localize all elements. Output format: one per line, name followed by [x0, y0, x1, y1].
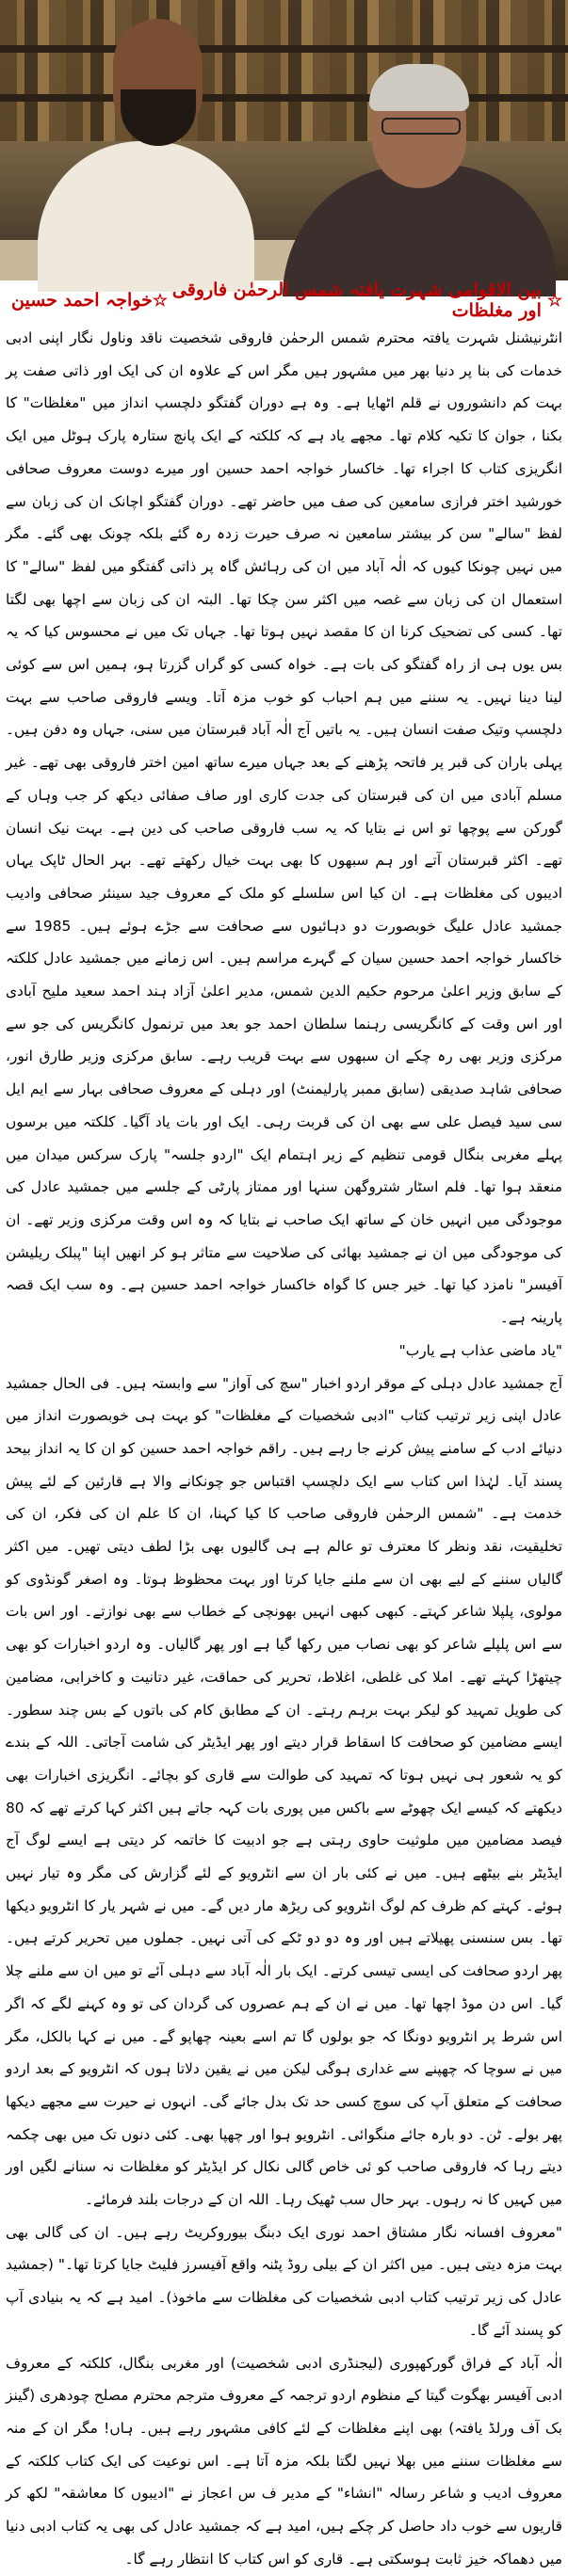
paragraph: "معروف افسانہ نگار مشتاق احمد نوری ایک دبنگ بیوروکریٹ رہے ہیں۔ ان کی گالی بھی بہت مزہ دیتی ہیں۔ میں اکثر ان کے بیلی روڈ پٹنہ واقع آفیسرز فلیٹ جایا کرتا تھا۔" (جمشید عادل کی زیر ترتیب کتاب ادبی شخصیات کی مغلظات سے ماخوذ)۔ امید ہے کہ یہ بنیادی آپ کو پسند آئے گا۔	[6, 2223, 562, 2339]
shelf-divider	[0, 45, 568, 53]
quote-line: "یاد ماضی عذاب ہے یارب"	[398, 1341, 562, 1359]
headline	[6, 280, 562, 321]
eyeglasses	[381, 118, 461, 135]
article-photo	[0, 0, 568, 280]
star-icon: ☆	[546, 290, 562, 311]
paragraph: الٰہ آباد کے فراق گورکھپوری (لیجنڈری ادبی شخصیت) اور مغربی بنگال، کلکتہ کے معروف ادبی آفیسر بھگوت گیتا کے منظوم اردو ترجمہ کے معروف مترجم محترم مصلح چودھری (گینز بک آف ورلڈ یافتہ) بھی اپنے مغلظات کے لئے کافی مشہور رہے ہیں۔ ہاں! مگر ان کے منہ سے مغلظات سننے میں بھلا نہیں لگتا بلکہ مزہ آتا ہے۔ اس نوعیت کی ایک کتاب کلکتہ کے معروف ادیب و شاعر رسالہ "انشاء" کے مدیر ف س اعجاز نے "ادیبوں کا معاشقہ" لکھ کر قاریوں سے خوب داد حاصل کر چکے ہیں، امید ہے کہ جمشید عادل کی بھی یہ کتاب ادبی دنیا میں دھماکہ خیز ثابت ہوسکتی ہے۔ قاری کو اس کتاب کا انتظار رہے گا۔	[6, 2354, 562, 2568]
paragraph: انٹرنیشنل شہرت یافتہ محترم شمس الرحمٰن فاروقی شخصیت ناقد وناول نگار اپنی ادبی خدمات کی بنا پر دنیا بھر میں مشہور ہیں مگر اس کے علاوہ ان کی ایک اور ذاتی صفت پر بہت کم دانشوروں نے قلم اٹھایا ہے۔ وہ ہے دوران گفتگو دلچسپ انداز میں "مغلظات" کا بکنا ، جوان کا تکیہ کلام تھا۔ مجھے یاد ہے کہ کلکتہ کے ایک پانچ ستارہ پارک ہوٹل میں ایک انگریزی کتاب کا اجراء تھا۔ خاکسار خواجہ احمد حسین اور میرے دوست معروف صحافی خورشید اختر فرازی سامعین کی صف میں حاضر تھے۔ دوران گفتگو اچانک ان کی زبان سے لفظ "سالے" سن کر بیشتر سامعین نہ صرف حیرت زدہ رہ گئے بلکہ چونک بھی گئے۔ مگر میں نہیں چونکا کیوں کہ الٰہ آباد میں ان کی رہائش گاہ پر ذاتی گفتگو میں لفظ "سالے" کا استعمال ان کی زبان سے غصہ میں اکثر سن چکا تھا۔ البتہ ان کی زبان سے اچھا بھی لگتا تھا۔ کسی کی تضحیک کرنا ان کا مقصد نہیں ہوتا تھا۔ جہاں تک میں نے محسوس کیا کہ یہ بس یوں ہی از راہ گفتگو کی بات ہے۔ خواہ کسی کو گراں گزرتا ہو، ہمیں اس سے کوئی لینا دینا نہیں۔ یہ سننے میں ہم احباب کو خوب مزہ آتا۔ ویسے فاروقی صاحب سے بہت دلچسپ وتیک صفت انسان ہیں۔ یہ باتیں آج الٰہ آباد قبرستان میں سنی، جہاں وہ دفن ہیں۔ پہلی باران کی قبر پر فاتحہ پڑھنے کے بعد جہاں میرے ساتھ امین اختر فاروقی بھی تھے۔ غیر مسلم آبادی میں ان کی قبرستان کی جدت کاری اور صاف صفائی دیکھ کر جب وہاں کے گورکن سے پوچھا تو اس نے بتایا کہ یہ سب فاروقی صاحب کی دین ہے۔ بہت نیک انسان تھے۔ اکثر قبرستان آتے اور ہم سبھوں کا بھی بہت خیال رکھتے تھے۔ بہر الحال ٹاپک یہاں ادیبوں کی مغلظات ہے۔ ان کیا اس سلسلے کو ملک کے معروف جید سینئر صحافی وادیب جمشید عادل علیگ خوبصورت دو دہائیوں سے صحافت سے جڑے ہوئے ہیں۔ 1985 سے خاکسار خواجہ احمد حسین سیان کے گہرے مراسم ہیں۔ اس زمانے میں جمشید عادل کلکتہ کے سابق وزیر اعلیٰ مرحوم حکیم الدین شمس، مدیر اعلیٰ آزاد ہند احمد سعید ملیح آبادی اور اس وقت کے کانگریسی رہنما سلطان احمد جو بعد میں ترنمول کانگریس کی جو سے مرکزی وزیر بھی رہ چکے ان سبھوں سے بہت قریب رہے۔ سابق مرکزی وزیر طارق انور، صحافی شاہد صدیقی (سابق ممبر پارلیمنٹ) اور دہلی کے معروف صحافی بہار سے ایم ایل سی سید فیصل علی سے بھی ان کی قربت رہی۔ ایک اور بات یاد آگیا۔ کلکتہ میں برسوں پہلے مغربی بنگال قومی تنظیم کے زیر اہتمام ایک "اردو جلسہ" پارک سرکس میدان میں منعقد ہوا تھا۔ فلم اسٹار شتروگھن سنہا اور ممتاز پارٹی کے جلسے میں جمشید عادل کی موجودگی میں انہیں خان کے ساتھ ایک صاحب نے بتایا کہ وہ اس وقت مرکزی وزیر تھے۔ ان کی موجودگی میں ان نے جمشید بھائی کی صلاحیت سے متاثر ہو کر انھیں اپنا "پبلک ریلیشن آفیسر" نامزد کیا تھا۔ خیر جس کا گواہ خاکسار خواجہ احمد حسین ہے۔ وہ سب ایک قصہ پارینہ ہے۔	[6, 329, 563, 1327]
article-body	[6, 322, 563, 2568]
author-name: خواجہ احمد حسین	[11, 290, 153, 311]
bookshelf-background	[0, 0, 568, 141]
paragraph: آج جمشید عادل دہلی کے موقر اردو اخبار "سچ کی آواز" سے وابستہ ہیں۔ فی الحال جمشید عادل اپنی زیر ترتیب کتاب "ادبی شخصیات کے مغلظات" کو بہت ہی خوبصورت انداز میں دنیائے ادب کے سامنے پیش کرنے جا رہے ہیں۔ راقم خواجہ احمد حسین کو ان کا یہ انداز بیحد پسند آیا۔ لہٰذا اس کتاب سے ایک دلچسپ اقتباس جو چونکانے والا ہے قارئین کے لئے پیش خدمت ہے۔ "شمس الرحمٰن فاروقی صاحب کا کیا کہنا، ان کا علم ان کی فکر، ان کی تخلیقیت، نقد ونظر کا معترف تو عالم ہے ہی گالیوں بھی بڑا لطف دیتی تھیں۔ میں اکثر گالیاں سننے کے لیے بھی ان سے ملنے جایا کرتا اور بہت محظوظ ہوتا۔ وہ اصغر گونڈوی کو مولوی، پلپلا شاعر کہتے۔ کبھی کبھی انہیں بھونچی کے خطاب سے بھی نوازتے۔ اور اس بات سے اس پلپلے شاعر کو بھی نصاب میں رکھا گیا ہے اور پھر گالیاں۔ وہ اردو اخبارات کو بھی چیتھڑا کہتے تھے۔ املا کی غلطی، اغلاط، تحریر کی حماقت، غیر دتانیت و کاخرابی، مضامین کی طویل تمہید کو لیکر بہت برہم رہتے۔ ان کے مطابق کام کی باتوں کے بس چند سطور۔ ایسے مضامین کو صحافت کا اسقاط قرار دیتے اور پھر ایڈیٹر کی شامت آجاتی۔ اللہ کے بندے کو یہ شعور ہی نہیں ہوتا کہ تمہید کی طوالت سے قاری کو بچائے۔ انگریزی اخبارات بھی دیکھتے کہ کیسے ایک چھوٹے سے باکس میں پوری بات کہہ جاتے ہیں اکثر کہا کرتے تھے کہ 80 فیصد مضامین میں ملوثیت حاوی رہتی ہے جو ادبیت کا خاتمہ کر دیتی ہے ایسے لوگ آج ایڈیٹر بنے بیٹھے ہیں۔ میں نے کئی بار ان سے انٹرویو کے لئے گزارش کی مگر وہ تیار نہیں ہوئے۔ کہتے کم ظرف کم لوگ انٹرویو کی ریڑھ مار دیں گے۔ میں نے شہر یار کا انٹرویو دیکھا تھا۔ بس سنسنی پھیلاتے ہیں اور وہ دو دو ٹکے کی آتی نہیں۔ جملوں میں تحریر کرتے ہیں۔ پھر اردو صحافت کی ایسی تیسی کرتے۔ ایک بار الٰہ آباد سے دہلی آئے تو میں ان سے ملنے چلا گیا۔ اس دن موڈ اچھا تھا۔ میں نے ان کے ہم عصروں کی گردان کی تو وہ کہنے لگے کہ اگر اس شرط پر انٹرویو دونگا کہ جو بولوں گا تم اسے بعینہ چھاپو گے۔ میں نے کہا بالکل، مگر میں نے سوچا کہ چھپنے سے غداری ہوگی لیکن میں نے یقین دلاتا ہوں کہ انٹرویو کے بعد اردو صحافت کے متعلق آپ کی سوچ کسی حد تک بدل جائے گی۔ انہوں نے حیرت سے مجھے دیکھا پھر بولے۔ ٹن۔ دو بارہ جائے منگوائی۔ انٹرویو ہوا اور چھپا بھی۔ کئی دنوں تک میں بھی چکمہ دیتے رہا کہ فاروقی صاحب کو ئی خاص گالی نکال کر ایڈیٹر کو مغلظات نہ سنانے لگیں اور میں کہیں کا نہ رہوں۔ بہر حال سب ٹھیک رہا۔ اللہ ان کے درجات بلند فرمائے۔	[6, 1374, 562, 2209]
article-title: بین الاقوامی شہرت یافتہ شمس الرحمٰن فاروقی اور مغلظات	[171, 280, 542, 321]
shelf-divider	[0, 94, 568, 102]
star-icon: ☆	[152, 290, 168, 311]
